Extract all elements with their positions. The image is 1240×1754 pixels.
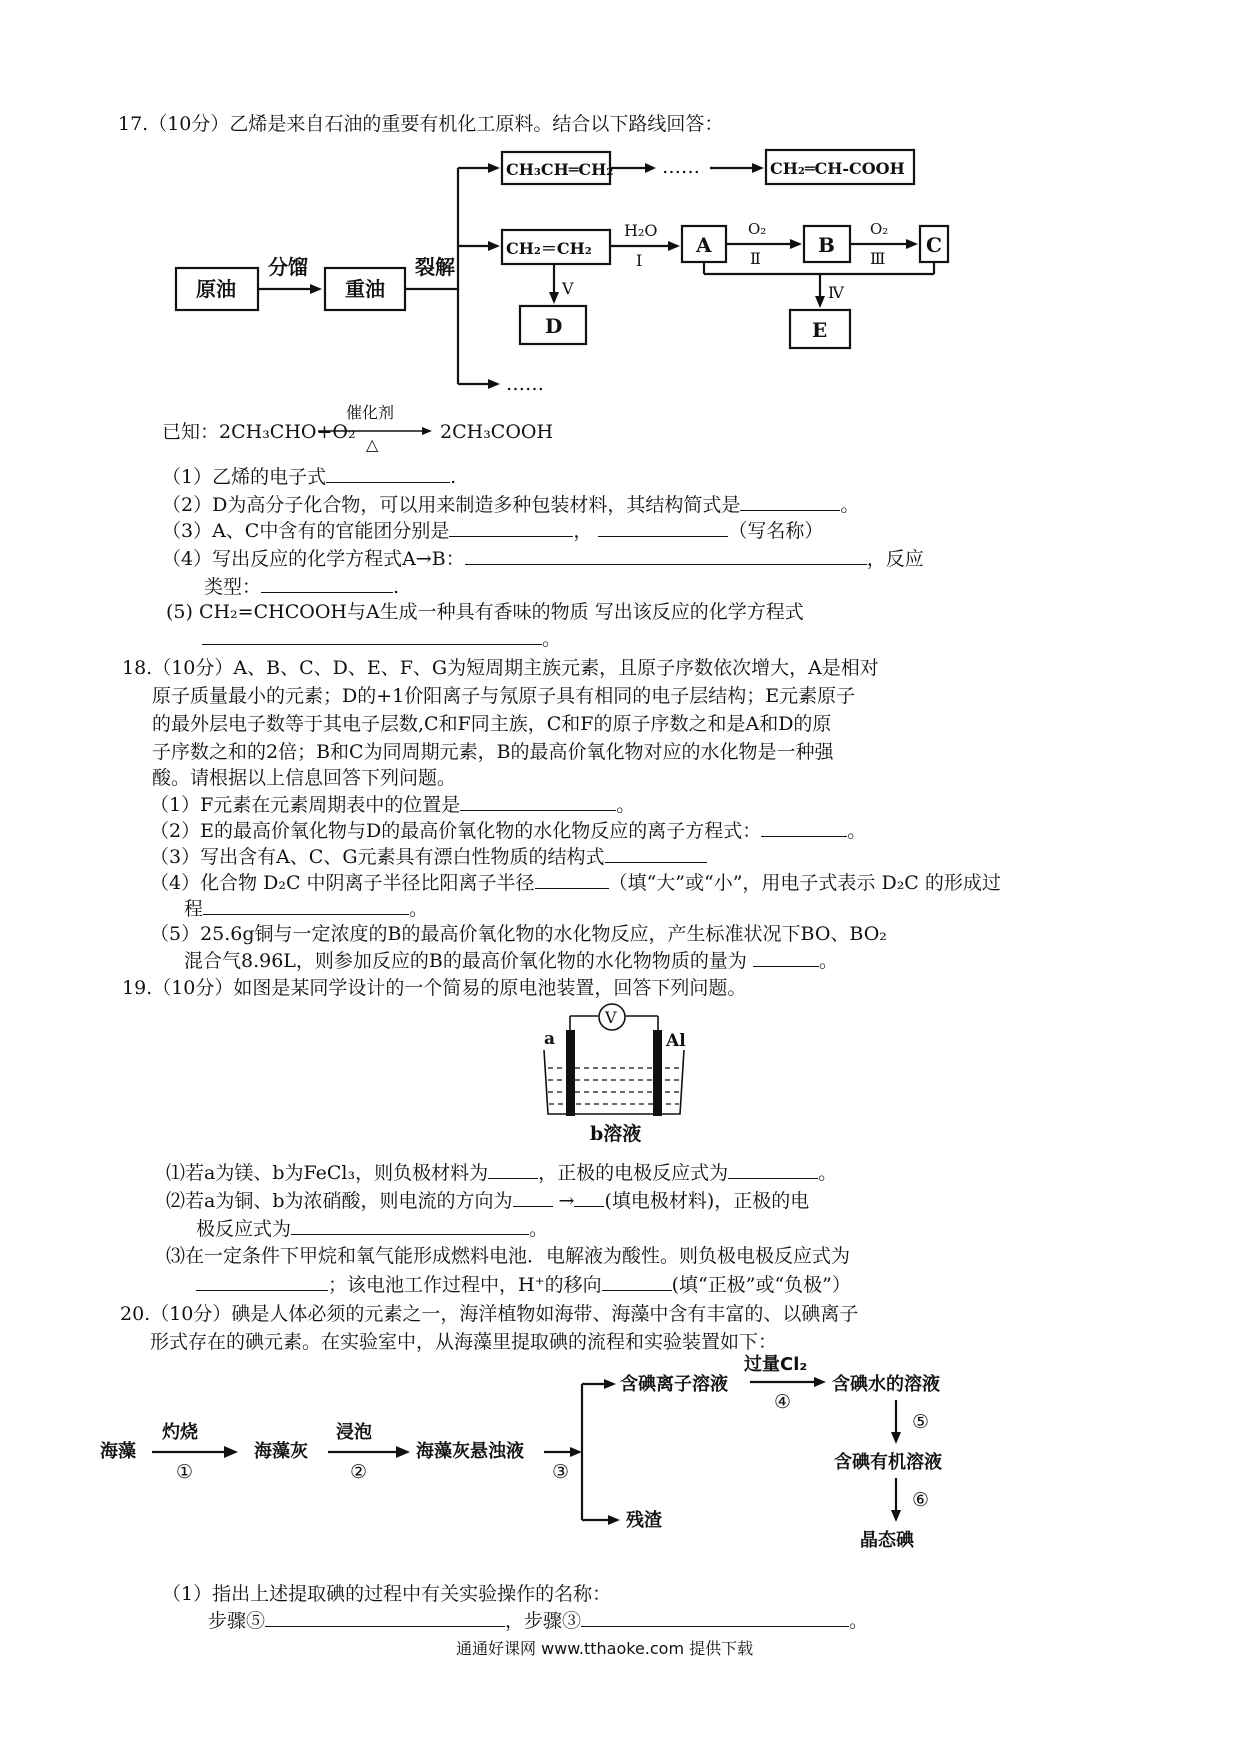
- svg-text:Ⅲ: Ⅲ: [870, 249, 886, 268]
- known-product: 2CH₃COOH: [440, 421, 554, 443]
- answer-blank[interactable]: [261, 574, 393, 593]
- svg-text:分馏: 分馏: [268, 255, 308, 279]
- svg-text:Ⅳ: Ⅳ: [828, 283, 844, 302]
- svg-text:A: A: [696, 233, 712, 257]
- svg-text:△: △: [366, 435, 379, 454]
- svg-text:b溶液: b溶液: [590, 1123, 642, 1145]
- svg-text:a: a: [544, 1029, 556, 1049]
- svg-text:V: V: [605, 1008, 617, 1027]
- answer-blank[interactable]: [465, 546, 867, 565]
- q19-3b: ；该电池工作过程中，H⁺的移向 (填“正极”或“负极”）: [196, 1272, 851, 1297]
- svg-text:灼烧: 灼烧: [162, 1422, 198, 1443]
- answer-blank[interactable]: [535, 870, 609, 889]
- svg-text:O₂: O₂: [870, 220, 889, 238]
- q17-flowchart: [170, 148, 950, 398]
- svg-text:过量Cl₂: 过量Cl₂: [744, 1354, 808, 1375]
- answer-blank[interactable]: [581, 1608, 849, 1627]
- q18-stem-4: 子序数之和的2倍；B和C为同周期元素，B的最高价氧化物对应的水化物是一种强: [152, 741, 834, 763]
- q17-4: （4）写出反应的化学方程式A→B： ，反应: [162, 548, 924, 570]
- q20-stem-1: 20.（10分）碘是人体必须的元素之一，海洋植物如海带、海藻中含有丰富的、以碘离子: [120, 1303, 859, 1325]
- page-footer: 通通好课网 www.tthaoke.com 提供下载: [456, 1639, 754, 1658]
- galvanic-cell-diagram: [540, 1004, 720, 1154]
- svg-text:含碘水的溶液: 含碘水的溶液: [832, 1374, 940, 1395]
- svg-text:海藻: 海藻: [100, 1441, 136, 1462]
- answer-blank[interactable]: [753, 948, 819, 967]
- svg-text:E: E: [812, 318, 828, 342]
- q17-4b: 类型： .: [204, 576, 400, 598]
- svg-text:裂解: 裂解: [415, 255, 455, 279]
- answer-blank[interactable]: [602, 1272, 672, 1291]
- iodine-extraction-flowchart: [96, 1354, 996, 1564]
- q17-1: （1）乙烯的电子式 .: [162, 466, 457, 488]
- q19-3: ⑶在一定条件下甲烷和氧气能形成燃料电池．电解液为酸性。则负极电极反应式为: [166, 1245, 851, 1267]
- svg-text:海藻灰: 海藻灰: [254, 1441, 308, 1462]
- q17-5b: 。: [202, 626, 561, 651]
- q20-stem-2: 形式存在的碘元素。在实验室中，从海藻里提取碘的流程和实验装置如下：: [150, 1331, 778, 1353]
- svg-text:⑤: ⑤: [912, 1411, 930, 1433]
- q17-known: 已知：2CH₃CHO+O₂: [162, 421, 356, 443]
- svg-text:⑥: ⑥: [912, 1489, 930, 1511]
- svg-text:CH₂═CH-COOH: CH₂═CH-COOH: [770, 159, 905, 178]
- answer-blank[interactable]: [605, 844, 707, 863]
- q18-stem-1: 18.（10分）A、B、C、D、E、F、G为短周期主族元素，且原子序数依次增大，A是相对: [122, 657, 879, 679]
- q17-title: 17.（10分）乙烯是来自石油的重要有机化工原料。结合以下路线回答：: [118, 113, 724, 135]
- svg-text:③: ③: [552, 1461, 570, 1483]
- answer-blank[interactable]: [291, 1216, 529, 1235]
- answer-blank[interactable]: [574, 1188, 604, 1207]
- svg-text:CH₃CH═CH₂: CH₃CH═CH₂: [506, 160, 614, 179]
- q18-4b: 程 。: [184, 898, 429, 920]
- svg-text:催化剂: 催化剂: [346, 403, 395, 422]
- svg-text:残渣: 残渣: [626, 1510, 662, 1531]
- answer-blank[interactable]: [488, 1160, 538, 1179]
- svg-text:CH₂＝CH₂: CH₂＝CH₂: [506, 239, 592, 258]
- q18-1: （1）F元素在元素周期表中的位置是 。: [150, 794, 636, 816]
- svg-text:海藻灰悬浊液: 海藻灰悬浊液: [416, 1441, 524, 1462]
- catalyst-arrow: [316, 402, 436, 452]
- answer-blank[interactable]: [202, 626, 542, 645]
- q18-3: （3）写出含有A、C、G元素具有漂白性物质的结构式: [150, 844, 707, 869]
- svg-text:……: ……: [506, 373, 544, 395]
- q18-5: （5）25.6g铜与一定浓度的B的最高价氧化物的水化物反应，产生标准状况下BO、BO₂: [150, 923, 887, 945]
- answer-blank[interactable]: [265, 1608, 505, 1627]
- q19-2b: 极反应式为 。: [196, 1218, 549, 1240]
- q19-1: ⑴若a为镁、b为FeCl₃，则负极材料为 ，正极的电极反应式为 。: [166, 1162, 838, 1184]
- answer-blank[interactable]: [598, 518, 728, 537]
- answer-blank[interactable]: [728, 1160, 818, 1179]
- q18-2: （2）E的最高价氧化物与D的最高价氧化物的水化物反应的离子方程式： 。: [150, 820, 867, 842]
- svg-text:Ⅱ: Ⅱ: [750, 249, 761, 268]
- svg-text:①: ①: [176, 1461, 194, 1483]
- q19-title: 19.（10分）如图是某同学设计的一个简易的原电池装置，回答下列问题。: [122, 977, 747, 999]
- q18-4: （4）化合物 D₂C 中阴离子半径比阳离子半径 （填“大”或“小”，用电子式表示 D₂C 的形成过: [150, 872, 1001, 894]
- q17-5: (5) CH₂=CHCOOH与A生成一种具有香味的物质 写出该反应的化学方程式: [166, 601, 804, 623]
- svg-text:O₂: O₂: [748, 220, 767, 238]
- answer-blank[interactable]: [460, 792, 616, 811]
- svg-text:Al: Al: [666, 1031, 686, 1051]
- heavy-oil-label: 重油: [345, 277, 385, 301]
- crude-oil-label: 原油: [196, 277, 236, 301]
- svg-text:含碘有机溶液: 含碘有机溶液: [834, 1452, 942, 1473]
- svg-text:浸泡: 浸泡: [336, 1422, 372, 1443]
- q18-stem-3: 的最外层电子数等于其电子层数,C和F同主族，C和F的原子序数之和是A和D的原: [152, 713, 832, 735]
- q18-stem-2: 原子质量最小的元素；D的+1价阳离子与氖原子具有相同的电子层结构；E元素原子: [152, 685, 856, 707]
- electrode-al: [653, 1030, 662, 1116]
- svg-text:④: ④: [774, 1391, 792, 1413]
- q18-5b: 混合气8.96L，则参加反应的B的最高价氧化物的水化物物质的量为 。: [184, 950, 838, 972]
- answer-blank[interactable]: [449, 518, 573, 537]
- answer-blank[interactable]: [761, 818, 847, 837]
- svg-text:②: ②: [350, 1461, 368, 1483]
- answer-blank[interactable]: [203, 896, 409, 915]
- q20-1: （1）指出上述提取碘的过程中有关实验操作的名称：: [162, 1583, 612, 1605]
- q18-stem-5: 酸。请根据以上信息回答下列问题。: [152, 767, 457, 789]
- svg-text:C: C: [926, 233, 942, 257]
- q19-2: ⑵若a为铜、b为浓硝酸，则电流的方向为 → (填电极材料)，正极的电: [166, 1190, 810, 1212]
- electrode-a: [566, 1030, 575, 1116]
- q17-2: （2）D为高分子化合物，可以用来制造多种包装材料，其结构简式是 。: [162, 494, 860, 516]
- svg-text:晶态碘: 晶态碘: [860, 1530, 914, 1551]
- svg-text:B: B: [818, 233, 835, 257]
- svg-text:D: D: [545, 314, 563, 338]
- answer-blank[interactable]: [196, 1272, 328, 1291]
- svg-text:Ⅴ: Ⅴ: [562, 279, 574, 298]
- svg-text:H₂O: H₂O: [624, 221, 658, 240]
- svg-text:……: ……: [662, 156, 700, 178]
- q17-3: （3）A、C中含有的官能团分别是 ， （写名称）: [162, 520, 824, 542]
- answer-blank[interactable]: [513, 1188, 553, 1207]
- answer-blank[interactable]: [740, 492, 840, 511]
- svg-text:Ⅰ: Ⅰ: [636, 251, 643, 270]
- q20-1b: 步骤⑤ ，步骤③ 。: [208, 1610, 869, 1632]
- answer-blank[interactable]: [326, 464, 450, 483]
- svg-text:含碘离子溶液: 含碘离子溶液: [620, 1374, 728, 1395]
